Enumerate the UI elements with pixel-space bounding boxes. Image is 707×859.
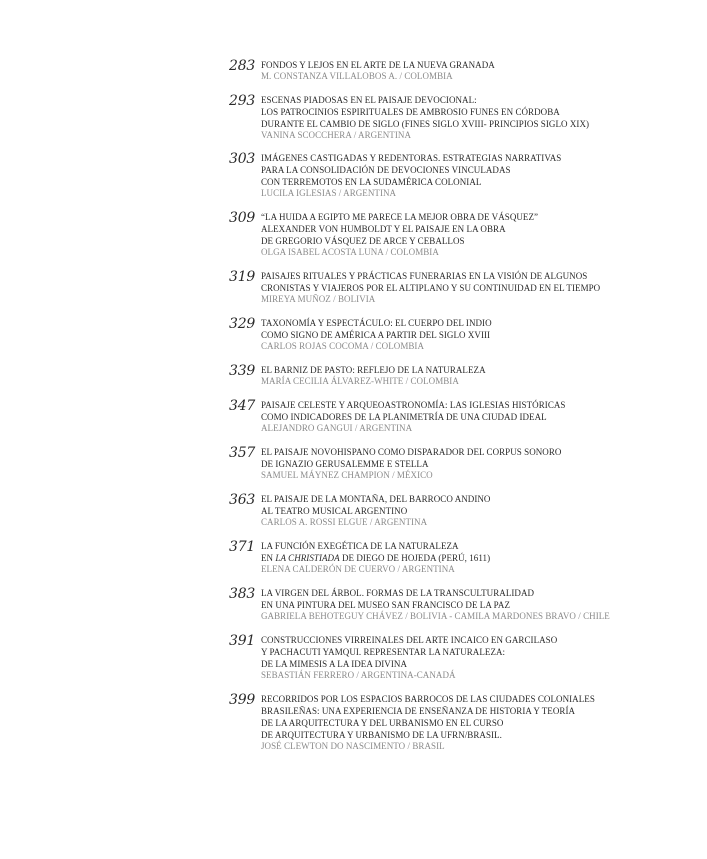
page-number: 347 [229,398,256,414]
entry-body [261,317,689,352]
entry-title: TAXONOMÍA Y ESPECTÁCULO: EL CUERPO DEL INDIO COMO SIGNO DE AMÉRICA A PARTIR DEL SIGLO XVIII [261,318,492,340]
entry-author: JOSÉ CLEWTON DO NASCIMENTO / BRASIL [261,741,445,751]
toc-entry-303[interactable] [229,152,689,199]
entry-body [261,493,689,528]
page-number: 303 [229,151,256,167]
entry-title: EL BARNIZ DE PASTO: REFLEJO DE LA NATURALEZA [261,365,486,375]
toc-entry-339[interactable] [229,364,689,387]
entry-title-line: EN [261,553,276,563]
toc-entry-363[interactable] [229,493,689,528]
entry-body [261,446,689,481]
entry-body [261,399,689,434]
toc-entry-347[interactable] [229,399,689,434]
entry-title: IMÁGENES CASTIGADAS Y REDENTORAS. ESTRATEGIAS NARRATIVAS PARA LA CONSOLIDACIÓN DE DEVOCIONES VINCULADAS CON TERREMOTOS EN LA SUDAMÉRICA COLONIAL [261,153,562,187]
entry-body [261,211,689,258]
page-number: 383 [229,586,256,602]
entry-author: SAMUEL MÁYNEZ CHAMPION / MÉXICO [261,470,433,480]
toc-entry-319[interactable] [229,270,689,305]
entry-title: CONSTRUCCIONES VIRREINALES DEL ARTE INCAICO EN GARCILASO Y PACHACUTI YAMQUI. REPRESENTAR LA NATURALEZA: DE LA MIMESIS A LA IDEA DIVINA [261,635,558,669]
entry-author: CARLOS A. ROSSI ELGUE / ARGENTINA [261,517,428,527]
entry-author: LUCILA IGLESIAS / ARGENTINA [261,188,397,198]
entry-body [261,693,689,752]
page-number: 391 [229,633,256,649]
entry-body [261,270,689,305]
entry-title: “LA HUIDA A EGIPTO ME PARECE LA MEJOR OBRA DE VÁSQUEZ” ALEXANDER VON HUMBOLDT Y EL PAISAJE EN LA OBRA DE GREGORIO VÁSQUEZ DE ARCE Y CEBALLOS [261,212,539,246]
page-number: 363 [229,492,256,508]
page-number: 329 [229,316,256,332]
entry-author: GABRIELA BEHOTEGUY CHÁVEZ / BOLIVIA - CAMILA MARDONES BRAVO / CHILE [261,611,610,621]
entry-title [261,540,689,564]
toc-entry-371[interactable] [229,540,689,575]
entry-author: OLGA ISABEL ACOSTA LUNA / COLOMBIA [261,247,439,257]
toc-entry-391[interactable] [229,634,689,681]
table-of-contents [229,59,689,752]
entry-author: VANINA SCOCCHERA / ARGENTINA [261,130,412,140]
page-number: 399 [229,692,256,708]
toc-entry-399[interactable] [229,693,689,752]
page-number: 339 [229,363,256,379]
toc-entry-309[interactable] [229,211,689,258]
book-title-italic: LA CHRISTIADA [275,553,340,563]
toc-entry-329[interactable] [229,317,689,352]
entry-title-line: LA FUNCIÓN EXEGÉTICA DE LA NATURALEZA [261,541,459,551]
entry-author: SEBASTIÁN FERRERO / ARGENTINA-CANADÁ [261,670,456,680]
entry-author: MIREYA MUÑOZ / BOLIVIA [261,294,376,304]
entry-body [261,59,689,82]
entry-body [261,634,689,681]
entry-author: ELENA CALDERÓN DE CUERVO / ARGENTINA [261,564,455,574]
entry-body [261,587,689,622]
entry-body [261,152,689,199]
page-number: 283 [229,58,256,74]
page-number: 293 [229,93,256,109]
entry-body [261,540,689,575]
entry-title: RECORRIDOS POR LOS ESPACIOS BARROCOS DE LAS CIUDADES COLONIALES BRASILEÑAS: UNA EXPERIENCIA DE ENSEÑANZA DE HISTORIA Y TEORÍA DE LA ARQUITECTURA Y DEL URBANISMO EN EL CURSO DE ARQUITECTURA Y URBANISMO DE LA UFRN/BRASIL. [261,694,595,740]
entry-title: FONDOS Y LEJOS EN EL ARTE DE LA NUEVA GRANADA [261,60,495,70]
toc-entry-293[interactable] [229,94,689,141]
entry-body [261,94,689,141]
entry-title: EL PAISAJE DE LA MONTAÑA, DEL BARROCO ANDINO AL TEATRO MUSICAL ARGENTINO [261,494,491,516]
toc-entry-383[interactable] [229,587,689,622]
toc-entry-283[interactable] [229,59,689,82]
entry-title: PAISAJES RITUALES Y PRÁCTICAS FUNERARIAS EN LA VISIÓN DE ALGUNOS CRONISTAS Y VIAJEROS POR EL ALTIPLANO Y SU CONTINUIDAD EN EL TIEMPO [261,271,601,293]
entry-author: MARÍA CECILIA ÁLVAREZ-WHITE / COLOMBIA [261,376,459,386]
toc-entry-357[interactable] [229,446,689,481]
page-number: 371 [229,539,256,555]
entry-body [261,364,689,387]
page-number: 319 [229,269,256,285]
entry-title-line: DE DIEGO DE HOJEDA (PERÚ, 1611) [339,553,491,563]
entry-title: PAISAJE CELESTE Y ARQUEOASTRONOMÍA: LAS IGLESIAS HISTÓRICAS COMO INDICADORES DE LA PLANIMETRÍA DE UNA CIUDAD IDEAL [261,400,566,422]
page-number: 357 [229,445,256,461]
entry-author: M. CONSTANZA VILLALOBOS A. / COLOMBIA [261,71,453,81]
entry-title: ESCENAS PIADOSAS EN EL PAISAJE DEVOCIONAL: LOS PATROCINIOS ESPIRITUALES DE AMBROSIO FUNES EN CÓRDOBA DURANTE EL CAMBIO DE SIGLO (FINES SIGLO XVIII- PRINCIPIOS SIGLO XIX) [261,95,590,129]
entry-title: EL PAISAJE NOVOHISPANO COMO DISPARADOR DEL CORPUS SONORO DE IGNAZIO GERUSALEMME E STELLA [261,447,562,469]
entry-title: LA VIRGEN DEL ÁRBOL. FORMAS DE LA TRANSCULTURALIDAD EN UNA PINTURA DEL MUSEO SAN FRANCISCO DE LA PAZ [261,588,535,610]
entry-author: ALEJANDRO GANGUI / ARGENTINA [261,423,413,433]
page-number: 309 [229,210,256,226]
entry-author: CARLOS ROJAS COCOMA / COLOMBIA [261,341,425,351]
